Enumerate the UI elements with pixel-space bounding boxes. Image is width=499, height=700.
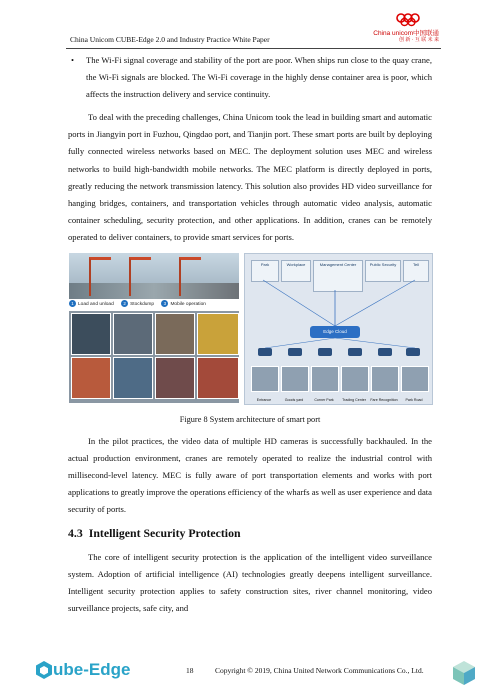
thumb-containers — [71, 357, 111, 399]
process-step — [69, 299, 114, 311]
thumb-equipment — [197, 313, 239, 355]
leaf-scene — [401, 366, 429, 392]
step-label: Load and unload — [78, 302, 114, 308]
leaf-label: Park Road — [405, 398, 423, 403]
leaf-scene — [251, 366, 279, 392]
arch-box-park: Park — [251, 260, 279, 282]
thumb-terminal — [113, 313, 153, 355]
page-header — [70, 30, 439, 47]
page-number: 18 — [186, 666, 194, 675]
crane-graphic — [179, 257, 201, 296]
crane-graphic — [89, 257, 111, 296]
page-content — [68, 52, 432, 617]
process-step — [121, 299, 154, 311]
paragraph-challenges: To deal with the preceding challenges, China Unicom took the lead in building smart and automatic ports in Jiangyin port in Fuzhou, Qingdao port, and Tianjin port. These smart ports are built by deploying fully connected wireless networks based on MEC. The deployment solution uses MEC and wireless networks to build high-bandwidth mobile networks. The MEC platform is directly deployed in ports, greatly reducing the network transmission latency. This solution also provides HD video surveillance for hanging bridges, containers, and transportation vehicles through automatic video analysis, automatic container scheduling, security protection, and other applications. In addition, cranes can be remotely operated to deliver containers, to provide smart services for ports. — [68, 112, 432, 242]
logo-slogan-text: 创 新 · 互 联 未 来 — [398, 37, 439, 43]
leaf-label: Trading Center — [342, 398, 366, 403]
step-number: 3 — [161, 300, 168, 307]
camera-icon — [406, 348, 420, 356]
logo-brand-text: China unicom中国联通 — [373, 30, 439, 37]
paragraph-pilot: In the pilot practices, the video data of multiple HD cameras is successfully backhauled. In the actual production environment, cranes are remotely operated to realize the industrial control with millisecond-level latency. MEC is fully aware of port transportation elements and works with port applications to greatly improve the operations efficiency of the wharfs as well as user experience and data security of ports. — [68, 436, 432, 515]
leaf-label: Entrance — [256, 398, 272, 403]
camera-icon — [288, 348, 302, 356]
camera-icon — [318, 348, 332, 356]
thumb-workers — [155, 357, 195, 399]
header-divider — [66, 48, 441, 49]
step-label: Mobile operation — [170, 302, 206, 308]
leaf-label: Corner Park — [314, 398, 334, 403]
port-photo-collage — [69, 253, 239, 403]
figure-caption: Figure 8 System architecture of smart port — [179, 415, 321, 425]
leaf-label: Goods yard — [284, 398, 304, 403]
section-heading — [68, 523, 432, 543]
arch-box-workplace: Workplace — [281, 260, 311, 282]
arch-box-public-security: Public Security — [365, 260, 401, 282]
step-number: 2 — [121, 300, 128, 307]
step-number: 1 — [69, 300, 76, 307]
crane-graphic — [129, 257, 151, 296]
camera-icon — [378, 348, 392, 356]
paragraph-security: The core of intelligent security protection is the application of the intelligent video surveillance system. Adoption of artificial intelligence (AI) technologies greatly deepens intelligent surveillance. Intelligent security protection applies to safety construction sites, river channel monitoring, video surveillance projects, safe city, and — [68, 551, 432, 613]
leaf-label: Fare Recognition — [370, 398, 398, 403]
camera-icon — [348, 348, 362, 356]
china-unicom-logo — [373, 13, 439, 47]
copyright-text: Copyright © 2019, China United Network Communications Co., Ltd. — [215, 666, 424, 675]
thumb-crane — [155, 313, 195, 355]
bullet-item — [68, 52, 432, 103]
unicom-knot-icon — [391, 13, 425, 27]
leaf-scene — [281, 366, 309, 392]
footer-logo-text: ube-Edge — [53, 660, 131, 679]
thumb-stacks — [197, 357, 239, 399]
cube-logo-icon — [34, 660, 54, 680]
header-title: China Unicom CUBE-Edge 2.0 and Industry Practice White Paper — [70, 35, 270, 44]
leaf-scene — [341, 366, 369, 392]
arch-box-tell: Tell — [403, 260, 429, 282]
bullet-symbol: • — [71, 55, 75, 65]
smart-port-figure — [68, 253, 432, 403]
architecture-diagram — [244, 253, 433, 405]
step-label: Stockdump — [130, 302, 155, 308]
thumb-vehicle — [71, 313, 111, 355]
bullet-text: The Wi-Fi signal coverage and stability of the port are poor. When ships run close to the quay crane, the Wi-Fi signals are blocked. The Wi-Fi coverage in the highly dense container area is poor, which affects the instruction delivery and service continuity. — [86, 55, 432, 100]
arch-box-management-center: Management Center — [313, 260, 363, 292]
camera-icon — [258, 348, 272, 356]
process-step — [161, 299, 205, 311]
edge-cloud-node: Edge Cloud — [310, 326, 360, 338]
section-number: 4.3 — [68, 525, 83, 540]
decorative-cube-icon — [452, 660, 476, 686]
section-title: Intelligent Security Protection — [88, 525, 241, 540]
leaf-scene — [311, 366, 339, 392]
thumb-yard — [113, 357, 153, 399]
leaf-scene — [371, 366, 399, 392]
process-steps — [69, 299, 239, 311]
